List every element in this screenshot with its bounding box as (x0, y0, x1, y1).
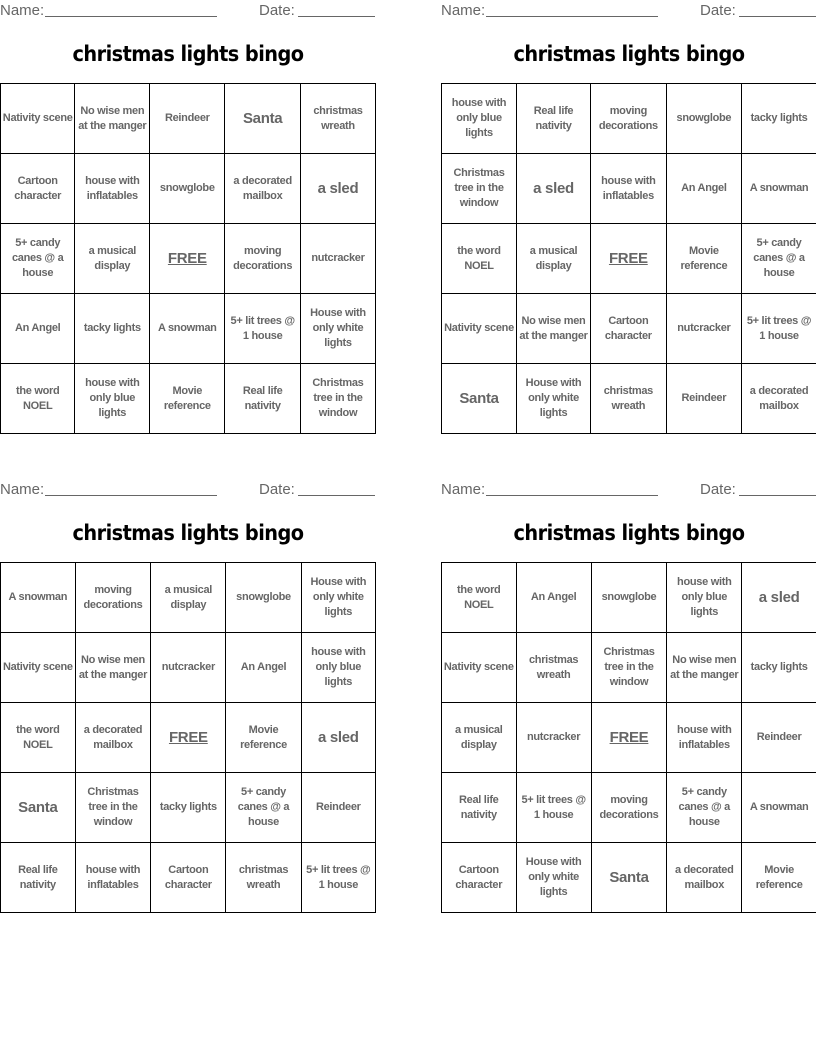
bingo-cell: 5+ candy canes @ a house (1, 224, 75, 294)
bingo-cell: a decorated mailbox (667, 843, 742, 913)
bingo-row (1, 843, 376, 913)
bingo-cell: FREE (591, 224, 667, 294)
bingo-cell: 5+ lit trees @ 1 house (742, 294, 816, 364)
name-label: Name: (0, 2, 45, 19)
bingo-row (442, 703, 816, 773)
bingo-row (442, 294, 816, 364)
bingo-cell: Nativity scene (442, 294, 517, 364)
bingo-row (442, 84, 816, 154)
bingo-cell: Real life nativity (442, 773, 517, 843)
bingo-cell: Nativity scene (1, 633, 76, 703)
bingo-cell: 5+ candy canes @ a house (667, 773, 742, 843)
bingo-cell: snowglobe (226, 563, 301, 633)
bingo-cell: 5+ lit trees @ 1 house (516, 773, 591, 843)
bingo-cell: Santa (1, 773, 76, 843)
bingo-cell: tacky lights (742, 633, 816, 703)
bingo-row (1, 773, 376, 843)
bingo-cell: House with only white lights (517, 364, 591, 434)
bingo-cell: moving decorations (225, 224, 301, 294)
bingo-row (442, 224, 816, 294)
bingo-cell: a decorated mailbox (75, 703, 151, 773)
bingo-cell: No wise men at the manger (517, 294, 591, 364)
bingo-cell: No wise men at the manger (75, 633, 151, 703)
bingo-grid (441, 562, 816, 913)
bingo-cell: christmas wreath (516, 633, 591, 703)
bingo-cell: snowglobe (591, 563, 667, 633)
name-blank (486, 495, 658, 496)
bingo-row (1, 633, 376, 703)
bingo-cell: Christmas tree in the window (442, 154, 517, 224)
name-date-line (0, 479, 376, 501)
bingo-cell: Reindeer (150, 84, 225, 154)
bingo-cell: a sled (742, 563, 816, 633)
date-blank (739, 495, 816, 496)
bingo-cell: the word NOEL (442, 224, 517, 294)
bingo-row (1, 563, 376, 633)
bingo-cell: snowglobe (666, 84, 741, 154)
bingo-cell: Movie reference (150, 364, 225, 434)
bingo-card-2 (441, 0, 816, 419)
bingo-cell: a musical display (75, 224, 150, 294)
bingo-cell: Santa (591, 843, 667, 913)
bingo-row (1, 294, 376, 364)
date-blank (739, 16, 816, 17)
bingo-cell: An Angel (1, 294, 75, 364)
bingo-card-4 (441, 479, 816, 898)
bingo-row (442, 843, 816, 913)
bingo-cell: a decorated mailbox (225, 154, 301, 224)
bingo-cell: house with only blue lights (667, 563, 742, 633)
bingo-cell: Reindeer (301, 773, 375, 843)
bingo-cell: FREE (151, 703, 226, 773)
bingo-cell: Real life nativity (225, 364, 301, 434)
name-label: Name: (0, 481, 45, 498)
bingo-cell: 5+ lit trees @ 1 house (301, 843, 375, 913)
card-title: christmas lights bingo (72, 521, 304, 545)
date-label: Date: (700, 2, 736, 19)
date-label: Date: (259, 481, 295, 498)
bingo-row (442, 563, 816, 633)
card-title: christmas lights bingo (513, 521, 745, 545)
bingo-grid (441, 83, 816, 434)
bingo-cell: a decorated mailbox (742, 364, 816, 434)
bingo-row (1, 154, 376, 224)
bingo-cell: house with inflatables (75, 154, 150, 224)
bingo-cell: Nativity scene (1, 84, 75, 154)
bingo-row (442, 154, 816, 224)
bingo-cell: tacky lights (742, 84, 816, 154)
date-label: Date: (700, 481, 736, 498)
bingo-cell: a musical display (517, 224, 591, 294)
bingo-cell: a sled (301, 703, 375, 773)
bingo-cell: nutcracker (666, 294, 741, 364)
name-blank (45, 16, 217, 17)
bingo-cell: A snowman (742, 154, 816, 224)
bingo-cell: Cartoon character (1, 154, 75, 224)
bingo-cell: FREE (150, 224, 225, 294)
name-blank (486, 16, 658, 17)
name-date-line (0, 0, 376, 22)
bingo-cell: Reindeer (666, 364, 741, 434)
bingo-grid (0, 562, 376, 913)
bingo-cell: Santa (225, 84, 301, 154)
bingo-cell: Real life nativity (1, 843, 76, 913)
bingo-cell: house with inflatables (75, 843, 151, 913)
bingo-cell: FREE (591, 703, 667, 773)
bingo-cell: snowglobe (150, 154, 225, 224)
bingo-cell: house with inflatables (667, 703, 742, 773)
bingo-row (1, 364, 376, 434)
date-label: Date: (259, 2, 295, 19)
bingo-cell: the word NOEL (1, 703, 76, 773)
bingo-cell: nutcracker (516, 703, 591, 773)
bingo-cell: Christmas tree in the window (591, 633, 667, 703)
bingo-cell: House with only white lights (516, 843, 591, 913)
bingo-cell: A snowman (742, 773, 816, 843)
bingo-cell: christmas wreath (300, 84, 375, 154)
bingo-card-3 (0, 479, 376, 891)
bingo-cell: Movie reference (666, 224, 741, 294)
bingo-row (442, 364, 816, 434)
date-blank (298, 495, 375, 496)
bingo-cell: moving decorations (591, 773, 667, 843)
bingo-row (442, 633, 816, 703)
date-blank (298, 16, 375, 17)
bingo-cell: A snowman (1, 563, 76, 633)
bingo-cell: the word NOEL (442, 563, 517, 633)
bingo-cell: 5+ lit trees @ 1 house (225, 294, 301, 364)
bingo-cell: Christmas tree in the window (75, 773, 151, 843)
name-date-line (441, 0, 816, 22)
bingo-cell: House with only white lights (301, 563, 375, 633)
bingo-row (1, 224, 376, 294)
bingo-cell: No wise men at the manger (667, 633, 742, 703)
bingo-row (442, 773, 816, 843)
bingo-cell: christmas wreath (226, 843, 301, 913)
bingo-cell: Santa (442, 364, 517, 434)
bingo-cell: Cartoon character (442, 843, 517, 913)
bingo-cell: A snowman (150, 294, 225, 364)
bingo-cell: christmas wreath (591, 364, 667, 434)
bingo-cell: moving decorations (75, 563, 151, 633)
bingo-cell: An Angel (666, 154, 741, 224)
bingo-card-1 (0, 0, 376, 419)
name-blank (45, 495, 217, 496)
bingo-cell: Real life nativity (517, 84, 591, 154)
bingo-cell: nutcracker (151, 633, 226, 703)
bingo-cell: Cartoon character (151, 843, 226, 913)
bingo-cell: House with only white lights (300, 294, 375, 364)
bingo-cell: Nativity scene (442, 633, 517, 703)
card-title: christmas lights bingo (513, 42, 745, 66)
bingo-cell: house with only blue lights (301, 633, 375, 703)
bingo-grid (0, 83, 376, 434)
bingo-cell: house with only blue lights (442, 84, 517, 154)
name-date-line (441, 479, 816, 501)
bingo-cell: a sled (517, 154, 591, 224)
name-label: Name: (441, 2, 486, 19)
bingo-cell: the word NOEL (1, 364, 75, 434)
card-title: christmas lights bingo (72, 42, 304, 66)
bingo-cell: 5+ candy canes @ a house (742, 224, 816, 294)
bingo-cell: a musical display (442, 703, 517, 773)
bingo-cell: tacky lights (75, 294, 150, 364)
bingo-cell: a musical display (151, 563, 226, 633)
bingo-cell: Movie reference (226, 703, 301, 773)
bingo-cell: house with inflatables (591, 154, 667, 224)
bingo-cell: Reindeer (742, 703, 816, 773)
bingo-cell: An Angel (516, 563, 591, 633)
bingo-cell: An Angel (226, 633, 301, 703)
bingo-row (1, 703, 376, 773)
bingo-cell: moving decorations (591, 84, 667, 154)
name-label: Name: (441, 481, 486, 498)
bingo-cell: Christmas tree in the window (300, 364, 375, 434)
bingo-cell: 5+ candy canes @ a house (226, 773, 301, 843)
bingo-cell: a sled (300, 154, 375, 224)
bingo-cell: Movie reference (742, 843, 816, 913)
bingo-cell: tacky lights (151, 773, 226, 843)
bingo-cell: No wise men at the manger (75, 84, 150, 154)
bingo-cell: Cartoon character (591, 294, 667, 364)
bingo-cell: nutcracker (300, 224, 375, 294)
bingo-cell: house with only blue lights (75, 364, 150, 434)
bingo-row (1, 84, 376, 154)
